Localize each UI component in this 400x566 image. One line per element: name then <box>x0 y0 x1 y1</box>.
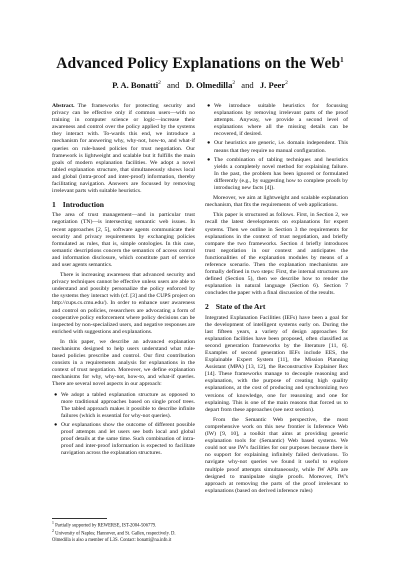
author-list <box>0 80 400 90</box>
bullet-icon: ● <box>207 103 211 109</box>
contribution-list-continued <box>205 103 348 192</box>
footnote-text: University of Naples; Hannover, and St. Gallen, respectively. D. Olmedilla is also a member of L3S. Contact: bonatti@na.infn.it <box>52 531 176 543</box>
list-item-text: We adopt a tabled explanation structure as opposed to more traditional approaches based on single proof trees. The tabled approach makes it possible to describe infinite failures (which is essential for why-not queries). <box>61 391 195 419</box>
paragraph: Integrated Explanation Facilities (IEFs) have been a goal for the development of intelligent systems early on. During the last fifteen years, a variety of design approaches for explanation facilities have been proposed, often classified as second generation frameworks by the literature [11, 6]. Examples of second generation IEFs include EES, the Explainable Expert System [11], the Mission Planning Assistant (MPA) [13, 12], the Reconstructive Explainer Rex [14]. These frameworks manage to decouple reasoning and explanation, with the purpose of creating high quality explanations, at the cost of producing and synchronizing two versions of knowledge, one for reasoning and one for explaining. This is one of the main reasons that forced us to depart from these approaches (see next section). <box>205 314 348 413</box>
section-heading-introduction <box>52 201 195 208</box>
paragraph: In this paper, we describe an advanced explanation mechanisms designed to help users understand what rule-based policies prescribe and control. Our first contribution consists in a requirements analysis for explanations in the context of trust negotiation. Moreover, we define explanation mechanisms for why, why-not, how-to, and what-if queries. There are several novel aspects in our approach: <box>52 338 195 388</box>
list-item-text: Our heuristics are generic, i.e. domain independent. This means that they require no manual configuration. <box>214 140 348 154</box>
author-name: D. Olmedilla <box>185 80 233 90</box>
abstract <box>52 103 195 195</box>
paragraph: There is increasing awareness that advanced security and privacy techniques cannot be effective unless users are able to understand and possibly personalize the policy enforced by the systems they interact with (cf. [3] and the CUPS project on http://cups.cs.cmu.edu/). In order to enhance user awareness and control on policies, researchers are advocating a form of cooperative policy enforcement where policy decisions can be inspected by non-specialized users, and negative responses are enriched with suggestions and explanations. <box>52 272 195 335</box>
footnote-text: Partially supported by REWERSE, IST-2004-506779. <box>55 523 157 529</box>
paragraph: The area of trust management—and in particular trust negotiation (TN)—is intersecting semantic web issues. In recent approaches [2, 5], software agents communicate their security and privacy requirements by exchanging policies formulated as rules, that is, simple ontologies. In this case, semantic descriptions concern the semantics of access control and information disclosure, which constitute part of service and user agents semantics. <box>52 212 195 268</box>
footnote-mark: 1 <box>52 521 54 525</box>
section-title: Introduction <box>62 200 105 210</box>
paragraph: Moreover, we aim at lightweight and scalable explanation mechanism, that fits the requirements of web applications. <box>205 195 348 209</box>
title-footnote-mark: 1 <box>340 55 344 64</box>
section-number: 2 <box>205 302 209 312</box>
list-item <box>54 421 195 457</box>
title-text: Advanced Policy Explanations on the Web <box>56 55 341 72</box>
list-item-text: The combination of tabling techniques and heuristics yields a completely novel method for explaining failure. In the past, the problem has been ignored or formulated differently (e.g., by suggesting how to complete proofs by introducing new facts [4]). <box>214 156 348 192</box>
abstract-text: The frameworks for protecting security and privacy can be effective only if common users—with no training in computer science or logic—increase their awareness and control over the policy applied by the systems they interact with. To-wards this end, we introduce a mechanism for answering why, why-not, how-to, and what-if queries on rule-based policies for trust negotiation. Our framework is lightweight and scalable but it fulfills the main goals of modern explanation facilities. We adopt a novel tabled explanation structure, that simultaneously shows local and global (intra-proof and inter-proof) information, thereby facilitating navigation. Answers are focussed by removing irrelevant parts with suitable heuristics. <box>52 103 195 195</box>
contribution-list <box>52 392 195 458</box>
paper-title <box>0 55 400 73</box>
author-separator: and <box>241 80 254 90</box>
section-heading-state-of-the-art <box>205 303 348 310</box>
author-affil-mark: 2 <box>232 80 236 87</box>
section-title: State of the Art <box>215 302 266 312</box>
footnote <box>52 521 195 529</box>
author-separator: and <box>167 80 180 90</box>
author-name: P. A. Bonatti <box>112 80 159 90</box>
list-item <box>207 103 348 138</box>
bullet-icon: ● <box>54 391 58 398</box>
bullet-icon: ● <box>54 421 58 428</box>
left-column <box>52 103 195 460</box>
right-column <box>205 103 348 498</box>
list-item <box>207 140 348 154</box>
list-item <box>207 156 348 192</box>
list-item-text: Our explanations show the outcome of different possible proof attempts and let users see both local and global proof details at the same time. Such combination of intra-proof and inter-proof information is expected to facilitate navigation across the explanation structures. <box>61 421 195 457</box>
paragraph: From the Semantic Web perspective, the most comprehensive work on this new frontier is Inference Web (IW) [9, 10], a toolkit that aims at providing generic explanation tools for (Semantic) Web based systems. We could not use IW's facilities for our purposes because there is no support for explaining infinitely failed derivations. To navigate why-not queries we found it useful to explore multiple proof attempts simultaneously, while IW APIs are designed to manipulate single proofs. Moreover, IW's approach at removing the parts of the proof irrelevant to explanations (based on derived inference rules) <box>205 416 348 494</box>
author-affil-mark: 2 <box>285 80 288 87</box>
author-name: J. Peer <box>259 80 286 90</box>
section-number: 1 <box>52 200 56 210</box>
list-item <box>54 391 195 420</box>
footnotes <box>52 518 195 544</box>
list-item-text: We introduce suitable heuristics for focussing explanations by removing irrelevant parts of the proof attempts. Anyway, we provide a second level of explanations where all the missing details can be recovered, if desired. <box>214 103 348 138</box>
footnote-rule <box>52 518 107 519</box>
author-affil-mark: 2 <box>158 80 161 87</box>
abstract-heading: Abstract. <box>52 103 75 109</box>
footnote-mark: 2 <box>52 529 54 534</box>
bullet-icon: ● <box>207 140 211 147</box>
bullet-icon: ● <box>207 156 211 163</box>
footnote <box>52 529 195 543</box>
paragraph: This paper is structured as follows. First, in Section 2, we recall the latest developments on explanations for expert systems. Then we outline in Section 3 the requirements for explanations in the context of trust negotiation, and briefly compare the two frameworks. Section 4 briefly introduces trust negotiation in our context and anticipates the functionalities of the explanation modules by means of a reference scenario. Then the explanation mechanisms are formally defined in two steps: First, the internal structures are defined (Section 5), then we describe how to render the explanation in natural language (Section 6). Section 7 concludes the paper with a final discussion of the results. <box>205 212 348 297</box>
